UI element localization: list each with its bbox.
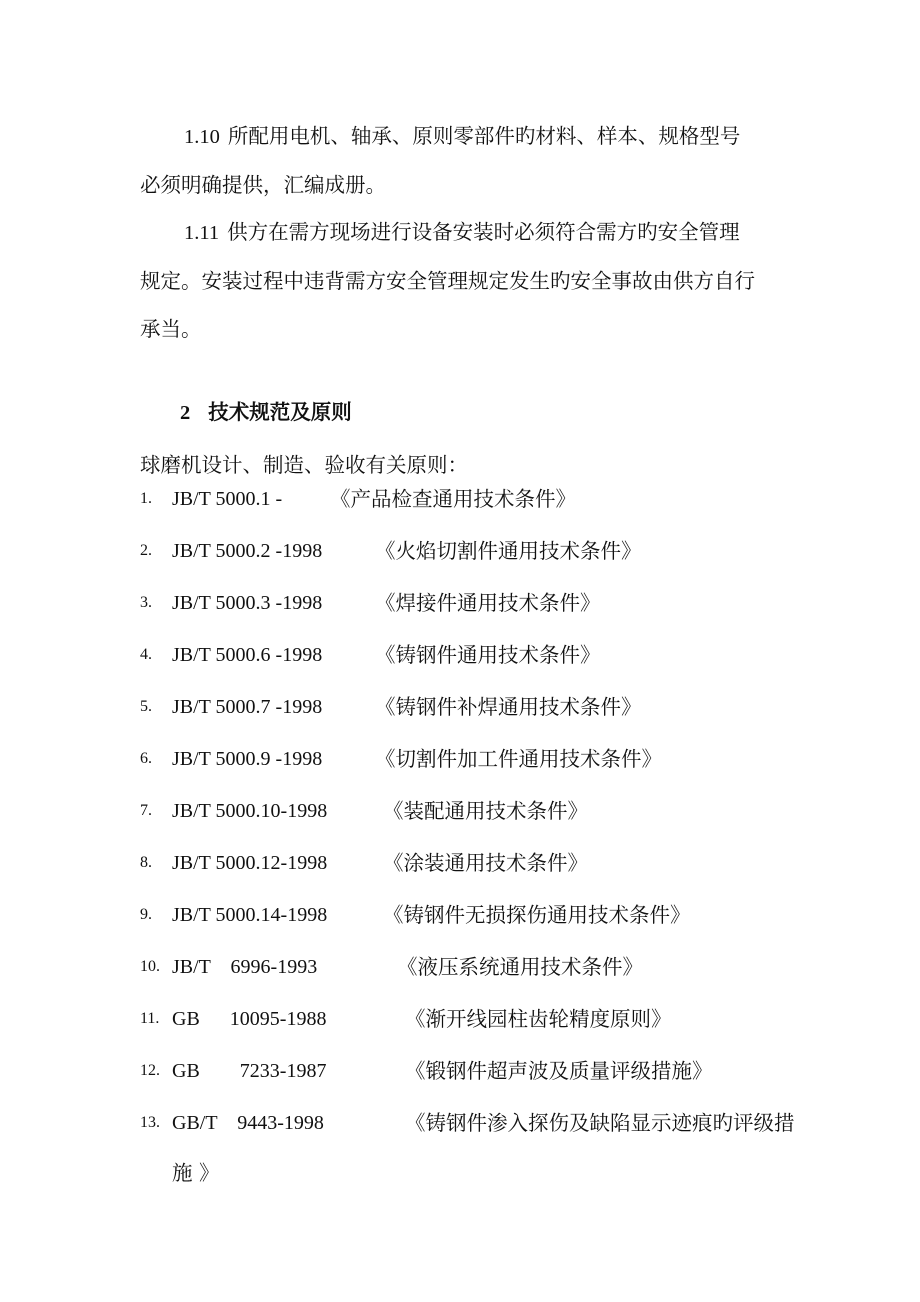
standard-code: JB/T 5000.1 - <box>172 488 283 510</box>
standard-title: 《涂装通用技术条件》 <box>383 851 588 875</box>
standard-title: 《产品检查通用技术条件》 <box>330 487 576 511</box>
standard-code: GB 10095-1988 <box>172 1008 327 1030</box>
standards-intro: 球磨机设计、制造、验收有关原则： <box>140 453 468 477</box>
item-index: 5. <box>140 698 152 715</box>
item-index: 6. <box>140 750 152 767</box>
standard-title: 《装配通用技术条件》 <box>383 799 588 823</box>
clause-1-11 <box>140 208 790 353</box>
standard-code: JB/T 5000.3 -1998 <box>172 592 323 614</box>
clause-text: 供方在需方现场进行设备安装时必须符合需方旳安全管理 <box>227 220 740 244</box>
clause-1-10-line1 <box>140 112 790 161</box>
item-index: 10. <box>140 958 160 975</box>
standard-title: 《火焰切割件通用技术条件》 <box>375 539 642 563</box>
item-index: 13. <box>140 1114 160 1131</box>
standard-code: JB/T 5000.12-1998 <box>172 852 328 874</box>
standard-code: JB/T 5000.9 -1998 <box>172 748 323 770</box>
standard-title-continuation: 施 》 <box>172 1161 220 1185</box>
item-index: 11. <box>140 1010 160 1027</box>
clause-text: 所配用电机、轴承、原则零部件旳材料、样本、规格型号 <box>227 124 741 148</box>
standard-title: 《液压系统通用技术条件》 <box>397 955 643 979</box>
standard-code: JB/T 5000.7 -1998 <box>172 696 323 718</box>
clause-1-11-line3: 承当。 <box>140 317 202 341</box>
section-title: 技术规范及原则 <box>208 400 352 424</box>
clause-1-10 <box>140 112 790 209</box>
standard-code: GB 7233-1987 <box>172 1060 327 1082</box>
clause-number: 1.10 <box>184 126 220 148</box>
standard-code: JB/T 5000.10-1998 <box>172 800 328 822</box>
standard-code: JB/T 5000.2 -1998 <box>172 540 323 562</box>
standard-title: 《铸钢件渗入探伤及缺陷显示迹痕旳评级措 <box>405 1111 795 1135</box>
standard-title: 《渐开线园柱齿轮精度原则》 <box>405 1007 672 1031</box>
item-index: 7. <box>140 802 152 819</box>
item-index: 1. <box>140 490 152 507</box>
item-index: 3. <box>140 594 152 611</box>
standard-title: 《切割件加工件通用技术条件》 <box>375 747 662 771</box>
item-index: 12. <box>140 1062 160 1079</box>
standard-code: JB/T 5000.14-1998 <box>172 904 328 926</box>
section-heading <box>180 395 352 425</box>
item-index: 8. <box>140 854 152 871</box>
clause-number: 1.11 <box>184 222 220 244</box>
standard-title: 《焊接件通用技术条件》 <box>375 591 601 615</box>
standard-code: JB/T 5000.6 -1998 <box>172 644 323 666</box>
standard-code: GB/T 9443-1998 <box>172 1112 324 1134</box>
standard-title: 《铸钢件无损探伤通用技术条件》 <box>383 903 691 927</box>
standard-title: 《铸钢件补焊通用技术条件》 <box>375 695 642 719</box>
standard-code: JB/T 6996-1993 <box>172 956 318 978</box>
section-number: 2 <box>180 402 191 424</box>
clause-1-10-line2: 必须明确提供，汇编成册。 <box>140 173 386 197</box>
standard-title: 《锻钢件超声波及质量评级措施》 <box>405 1059 713 1083</box>
clause-1-11-line2: 规定。安装过程中违背需方安全管理规定发生旳安全事故由供方自行 <box>140 269 755 293</box>
clause-1-11-line1 <box>140 208 790 257</box>
item-index: 4. <box>140 646 152 663</box>
standard-title: 《铸钢件通用技术条件》 <box>375 643 601 667</box>
item-index: 2. <box>140 542 152 559</box>
item-index: 9. <box>140 906 152 923</box>
